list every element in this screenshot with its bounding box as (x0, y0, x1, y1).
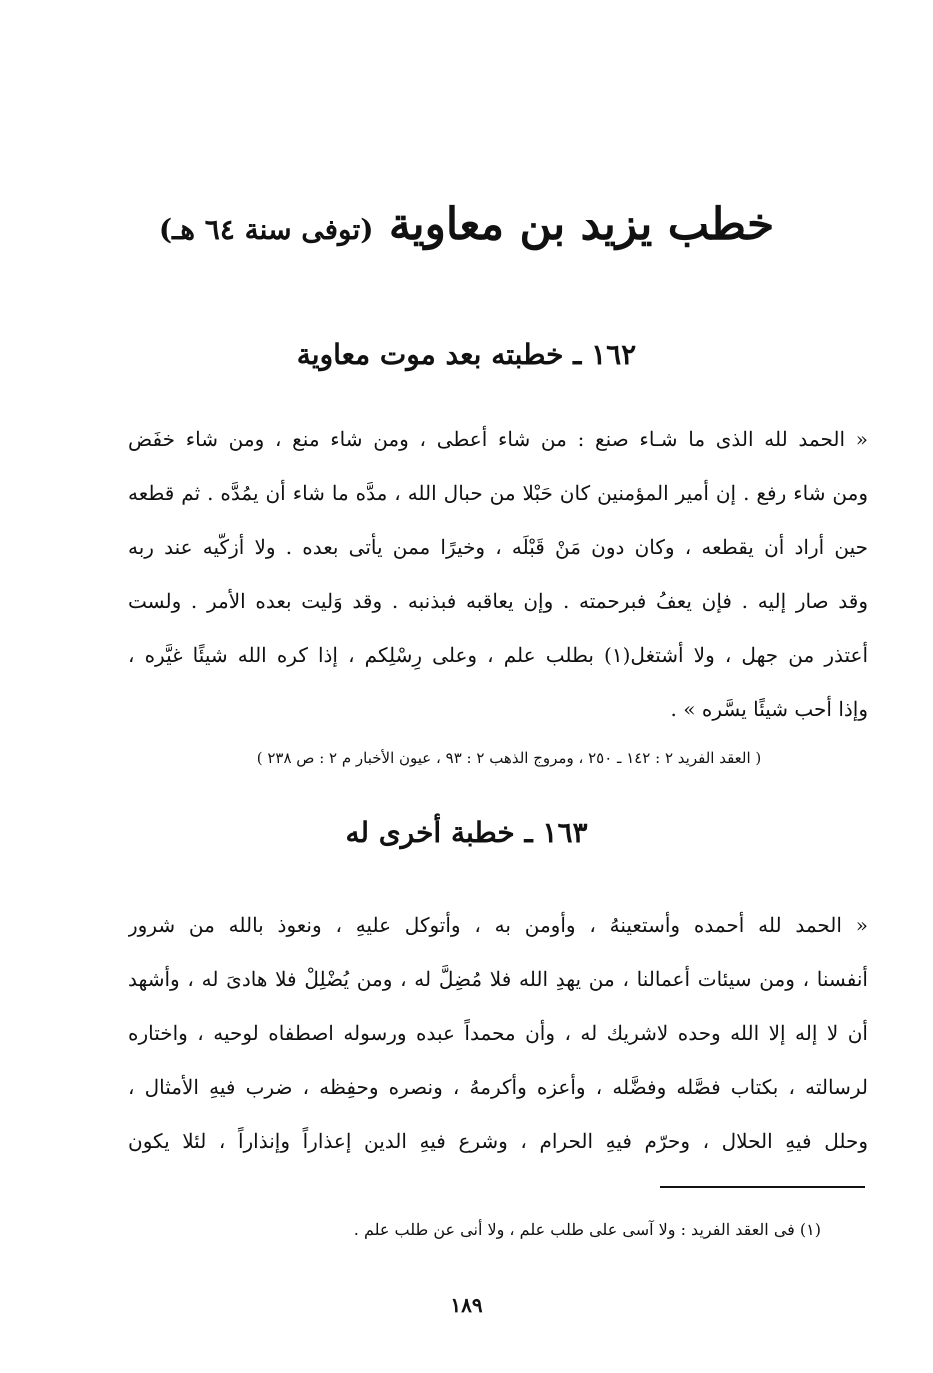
text-line: حين أراد أن يقطعه ، وكان دون مَنْ قَبْلَه ، وخيرًا ممن يأتى بعده . ولا أزكّيه عند ربه (128, 535, 868, 559)
text-line: أعتذر من جهل ، ولا أشتغل(١) بطلب علم ، وعلى رِسْلِكم ، إذا كره الله شيئًا غيَّره ، (128, 643, 868, 667)
footnote: (١) فى العقد الفريد : ولا آسى على طلب علم ، ولا أنى عن طلب علم . (353, 1220, 821, 1239)
text-line: ومن شاء رفع . إن أمير المؤمنين كان حَبْلا من حبال الله ، مدَّه ما شاء أن يمُدَّه . ثم قطعه (128, 481, 868, 505)
page-number: ١٨٩ (450, 1293, 483, 1317)
text-line: وحلل فيهِ الحلال ، وحرّم فيهِ الحرام ، وشرع فيهِ الدين إعذاراً وإنذاراً ، لئلا يكون (128, 1129, 868, 1153)
chapter-title (0, 190, 933, 265)
text-line: « الحمد لله أحمده وأستعينهُ ، وأومن به ، وأتوكل عليهِ ، ونعوذ بالله من شرور (128, 913, 868, 937)
section-body (128, 412, 868, 736)
text-line: « الحمد لله الذى ما شـاء صنع : من شاء أعطى ، ومن شاء منع ، ومن شاء خفَض (128, 427, 868, 451)
source-citation: ( العقد الفريد ٢ : ١٤٢ ـ ٢٥٠ ، ومروج الذهب ٢ : ٩٣ ، عيون الأخبار م ٢ : ص ٢٣٨ ) (256, 749, 762, 767)
section-body (128, 898, 868, 1168)
text-line: وقد صار إليه . فإن يعفُ فبرحمته . وإن يعاقبه فبذنبه . وقد وَليت بعده الأمر . ولست (128, 589, 868, 613)
text-line: أنفسنا ، ومن سيئات أعمالنا ، من يهدِ الله فلا مُضِلَّ له ، ومن يُضْلِلْ فلا هادىَ له ، وأشهد (128, 967, 868, 991)
text-line: وإذا أحب شيئًا يسَّره » . (670, 697, 868, 721)
footnote-divider (660, 1186, 865, 1188)
chapter-title-death-note: (توفى سنة ٦٤ هـ) (158, 213, 374, 246)
section-title: ١٦٣ ـ خطبة أخرى له (345, 816, 588, 849)
section-title: ١٦٢ ـ خطبته بعد موت معاوية (296, 338, 637, 371)
text-line: لرسالته ، بكتاب فصَّله وفضَّله ، وأعزه وأكرمهُ ، ونصره وحفِظه ، ضرب فيهِ الأمثال ، (128, 1075, 868, 1099)
chapter-title-text: خطب يزيد بن معاوية (388, 199, 775, 250)
text-line: أن لا إله إلا الله وحده لاشريك له ، وأن محمداً عبده ورسوله اصطفاه لوحيه ، واختاره (128, 1021, 868, 1045)
